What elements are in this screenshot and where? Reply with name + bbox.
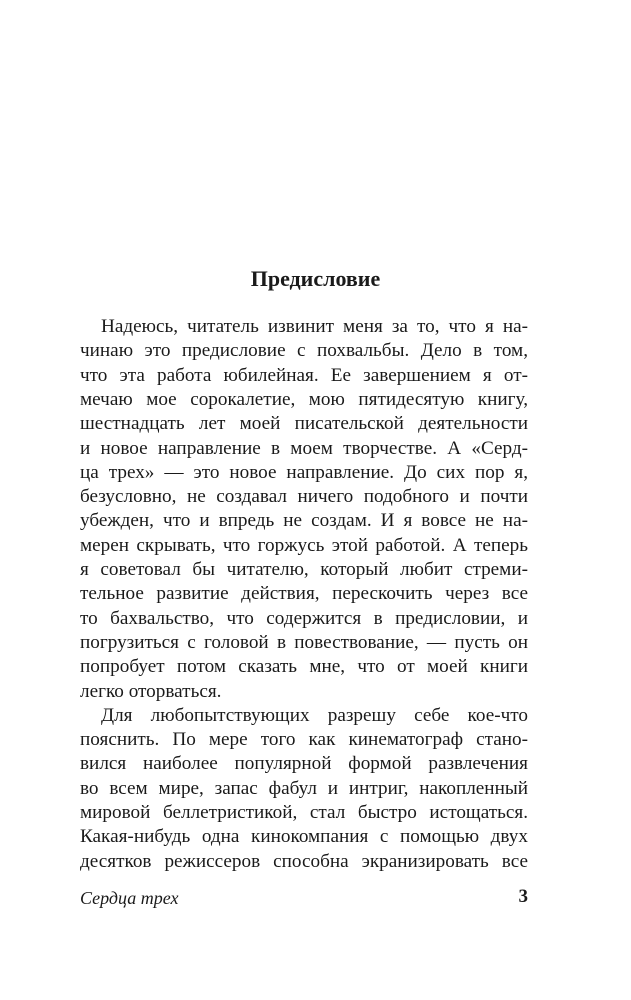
- text-line: легко оторваться.: [80, 680, 222, 702]
- text-line: что эта работа юбилейная. Ее завершением я от-: [80, 364, 528, 386]
- text-line: чинаю это предисловие с похвальбы. Дело в том,: [80, 340, 528, 362]
- text-line: десятков режиссеров способна экранизировать все: [80, 850, 528, 872]
- text-line: попробует потом сказать мне, что от моей книги: [80, 656, 528, 678]
- page-number: 3: [518, 886, 528, 907]
- text-line: мечаю мое сорокалетие, мою пятидесятую книгу,: [80, 388, 528, 410]
- text-line: ца трех» — это новое направление. До сих пор я,: [80, 461, 528, 483]
- text-line: Для любопытствующих разрешу себе кое-что: [101, 704, 528, 726]
- text-line: и новое направление в моем творчестве. А «Серд-: [80, 437, 528, 459]
- text-line: я советовал бы читателю, который любит стреми-: [80, 559, 528, 580]
- text-line: пояснить. По мере того как кинематограф стано-: [80, 729, 528, 751]
- text-line: погрузиться с головой в повествование, — пусть он: [80, 631, 528, 653]
- chapter-title: Предисловие: [250, 266, 381, 291]
- text-line: безусловно, не создавал ничего подобного и почти: [80, 486, 528, 508]
- text-line: то бахвальство, что содержится в предисловии, и: [80, 607, 528, 629]
- text-line: мировой беллетристикой, стал быстро истощаться.: [80, 802, 528, 823]
- text-line: вился наиболее популярной формой развлечения: [80, 753, 528, 775]
- text-line: во всем мире, запас фабул и интриг, накопленный: [80, 777, 528, 799]
- text-line: Какая-нибудь одна кинокомпания с помощью двух: [80, 826, 528, 848]
- text-line: убежден, что и впредь не создам. И я вовсе не на-: [80, 510, 528, 532]
- running-footer-title: Сердца трех: [80, 888, 179, 908]
- text-line: Надеюсь, читатель извинит меня за то, что я на-: [101, 316, 528, 337]
- text-line: мерен скрывать, что горжусь этой работой. А теперь: [80, 534, 528, 556]
- text-line: шестнадцать лет моей писательской деятельности: [80, 413, 528, 435]
- text-line: тельное развитие действия, перескочить через все: [80, 583, 528, 605]
